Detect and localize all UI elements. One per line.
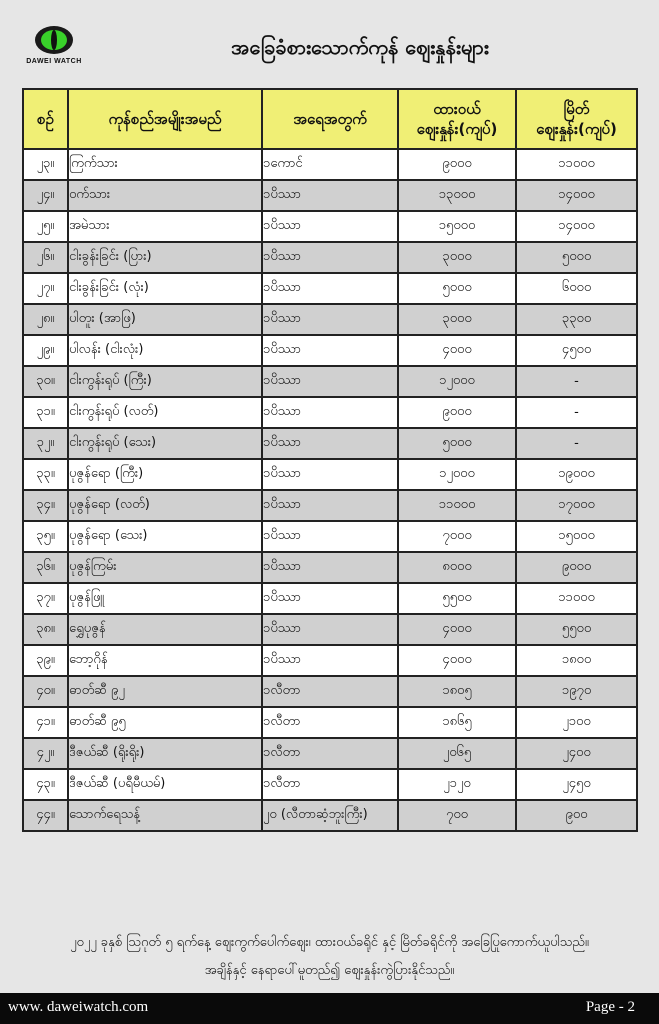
table-row: [23, 335, 637, 366]
row-item-name: ကြက်သား: [68, 149, 262, 180]
row-item-name: ငါးကွန်းရုပ် (ကြီး): [68, 366, 262, 397]
row-quantity: ၁ပိဿာ: [262, 335, 398, 366]
row-quantity: ၂၀ (လီတာဆံ့ဘူးကြီး): [262, 800, 398, 831]
row-item-name: ပုဇွန်ရော (သေး): [68, 521, 262, 552]
table-row: [23, 707, 637, 738]
row-serial-no: ၄၄။: [23, 800, 68, 831]
row-dawei-price: ၄၀၀၀: [398, 335, 516, 366]
row-quantity: ၁လီတာ: [262, 738, 398, 769]
row-serial-no: ၄၀။: [23, 676, 68, 707]
row-serial-no: ၂၉။: [23, 335, 68, 366]
table-row: [23, 676, 637, 707]
row-item-name: ပါတူး (အာဖြ): [68, 304, 262, 335]
row-quantity: ၁ကောင်: [262, 149, 398, 180]
row-item-name: ငါးကွန်းရုပ် (သေး): [68, 428, 262, 459]
row-myeik-price: ၆၀၀၀: [516, 273, 637, 304]
row-dawei-price: ၃၀၀၀: [398, 242, 516, 273]
table-row: [23, 304, 637, 335]
row-dawei-price: ၅၀၀၀: [398, 273, 516, 304]
row-item-name: ငါးခွန်းခြင်း (ပြား): [68, 242, 262, 273]
note-date-source: ၂၀၂၂ ခုနှစ် ဩဂုတ် ၅ ရက်နေ့ ဈေးကွက်ပေါက်ဈေး၊ ထားဝယ်ခရိုင် နှင့် မြိတ်ခရိုင်ကို အခြေပြုကောက်ယူပါသည်။: [70, 935, 589, 950]
row-item-name: ရွှေပုဇွန်: [68, 614, 262, 645]
row-myeik-price: ၃၃၀၀: [516, 304, 637, 335]
table-row: [23, 366, 637, 397]
row-quantity: ၁ပိဿာ: [262, 459, 398, 490]
row-serial-no: ၂၄။: [23, 180, 68, 211]
row-dawei-price: ၄၀၀၀: [398, 645, 516, 676]
table-row: [23, 490, 637, 521]
row-serial-no: ၃၆။: [23, 552, 68, 583]
row-serial-no: ၃၈။: [23, 614, 68, 645]
row-serial-no: ၂၃။: [23, 149, 68, 180]
header-dawei-price: [398, 89, 516, 149]
row-dawei-price: ၉၀၀၀: [398, 397, 516, 428]
row-myeik-price: ၁၅၀၀၀: [516, 521, 637, 552]
table-row: [23, 521, 637, 552]
table-row: [23, 149, 637, 180]
row-dawei-price: ၅၀၀၀: [398, 428, 516, 459]
row-item-name: ပုဇွန်ရော (လတ်): [68, 490, 262, 521]
row-item-name: ပုဇွန်ဖြူ: [68, 583, 262, 614]
row-quantity: ၁ပိဿာ: [262, 614, 398, 645]
page-number: Page - 2: [585, 999, 635, 1015]
row-quantity: ၁ပိဿာ: [262, 552, 398, 583]
row-myeik-price: ၅၀၀၀: [516, 242, 637, 273]
row-quantity: ၁လီတာ: [262, 676, 398, 707]
header-serial-no: စဉ်: [23, 89, 68, 149]
table-row: [23, 738, 637, 769]
website-link[interactable]: www. daweiwatch.com: [8, 999, 149, 1015]
price-table: [22, 88, 638, 832]
header-quantity: အရေအတွက်: [262, 89, 398, 149]
row-dawei-price: ၁၁၀၀၀: [398, 490, 516, 521]
row-serial-no: ၃၅။: [23, 521, 68, 552]
row-item-name: ပါလန်း (ငါးလုံး): [68, 335, 262, 366]
row-serial-no: ၂၈။: [23, 304, 68, 335]
row-myeik-price: ၉၀၀၀: [516, 552, 637, 583]
row-quantity: ၁ပိဿာ: [262, 180, 398, 211]
header-dawei-unit: ဈေးနှုန်း(ကျပ်): [416, 120, 498, 138]
row-item-name: ဒီဇယ်ဆီ (ပရီမီယမ်): [68, 769, 262, 800]
table-row: [23, 552, 637, 583]
note-disclaimer: အချိန်နှင့် နေရာပေါ်မူတည်၍ ဈေးနှုန်းကွဲပြားနိုင်သည်။: [204, 963, 455, 978]
row-quantity: ၁လီတာ: [262, 769, 398, 800]
row-quantity: ၁ပိဿာ: [262, 428, 398, 459]
table-body: [23, 149, 637, 831]
row-serial-no: ၂၇။: [23, 273, 68, 304]
row-myeik-price: ၄၅၀၀: [516, 335, 637, 366]
row-serial-no: ၄၂။: [23, 738, 68, 769]
table-row: [23, 800, 637, 831]
row-item-name: ငါးခွန်းခြင်း (လုံး): [68, 273, 262, 304]
table-row: [23, 428, 637, 459]
header-myeik-label: မြိတ်: [563, 100, 590, 118]
page-title: အခြေခံစားသောက်ကုန် ဈေးနှုန်းများ: [231, 35, 489, 59]
table-row: [23, 211, 637, 242]
table-row: [23, 397, 637, 428]
row-dawei-price: ၁၈၆၅: [398, 707, 516, 738]
row-myeik-price: ၁၄၀၀၀: [516, 211, 637, 242]
row-myeik-price: ၁၈၀၀: [516, 645, 637, 676]
table-row: [23, 769, 637, 800]
row-quantity: ၁ပိဿာ: [262, 397, 398, 428]
row-quantity: ၁လီတာ: [262, 707, 398, 738]
row-item-name: ဒီဇယ်ဆီ (ရိုးရိုး): [68, 738, 262, 769]
row-dawei-price: ၁၂၀၀၀: [398, 366, 516, 397]
row-dawei-price: ၈၀၀၀: [398, 552, 516, 583]
row-myeik-price: ၂၄၅၀: [516, 769, 637, 800]
table-row: [23, 273, 637, 304]
row-item-name: ဓာတ်ဆီ ၉၅: [68, 707, 262, 738]
row-quantity: ၁ပိဿာ: [262, 211, 398, 242]
row-myeik-price: ၁၁၀၀၀: [516, 583, 637, 614]
table-row: [23, 645, 637, 676]
table-row: [23, 180, 637, 211]
row-item-name: ပုဇွန်ကြမ်း: [68, 552, 262, 583]
logo-text: DAWEI WATCH: [26, 58, 82, 65]
row-item-name: ဓာတ်ဆီ ၉၂: [68, 676, 262, 707]
row-dawei-price: ၂၀၆၅: [398, 738, 516, 769]
row-dawei-price: ၉၀၀၀: [398, 149, 516, 180]
row-item-name: ငါးကွန်းရုပ် (လတ်): [68, 397, 262, 428]
row-myeik-price: ၉၀၀: [516, 800, 637, 831]
table-row: [23, 242, 637, 273]
row-serial-no: ၂၆။: [23, 242, 68, 273]
row-serial-no: ၃၁။: [23, 397, 68, 428]
row-serial-no: ၃၄။: [23, 490, 68, 521]
row-myeik-price: -: [516, 428, 637, 459]
row-serial-no: ၃၀။: [23, 366, 68, 397]
row-myeik-price: ၁၄၀၀၀: [516, 180, 637, 211]
table-header-row: [23, 89, 637, 149]
row-item-name: ဘော့ဂိုန်: [68, 645, 262, 676]
row-item-name: ပုဇွန်ရော (ကြီး): [68, 459, 262, 490]
footer-bar: [0, 993, 659, 1024]
row-myeik-price: -: [516, 397, 637, 428]
row-quantity: ၁ပိဿာ: [262, 490, 398, 521]
row-dawei-price: ၇၀၀၀: [398, 521, 516, 552]
row-quantity: ၁ပိဿာ: [262, 366, 398, 397]
row-myeik-price: ၂၁၀၀: [516, 707, 637, 738]
row-dawei-price: ၃၀၀၀: [398, 304, 516, 335]
table-row: [23, 583, 637, 614]
row-serial-no: ၂၅။: [23, 211, 68, 242]
header-item-name: ကုန်စည်အမျိုးအမည်: [68, 89, 262, 149]
table-row: [23, 614, 637, 645]
row-dawei-price: ၂၁၂၀: [398, 769, 516, 800]
row-dawei-price: ၇၀၀: [398, 800, 516, 831]
header-myeik-unit: ဈေးနှုန်း(ကျပ်): [536, 120, 617, 138]
eye-logo-icon: [35, 26, 73, 54]
row-myeik-price: ၁၁၀၀၀: [516, 149, 637, 180]
row-item-name: အမဲသား: [68, 211, 262, 242]
row-dawei-price: ၄၀၀၀: [398, 614, 516, 645]
row-serial-no: ၃၃။: [23, 459, 68, 490]
row-quantity: ၁ပိဿာ: [262, 304, 398, 335]
row-serial-no: ၃၇။: [23, 583, 68, 614]
row-myeik-price: ၁၉၇၀: [516, 676, 637, 707]
row-myeik-price: ၁၉၀၀၀: [516, 459, 637, 490]
row-serial-no: ၃၉။: [23, 645, 68, 676]
row-quantity: ၁ပိဿာ: [262, 645, 398, 676]
row-item-name: ဝက်သား: [68, 180, 262, 211]
row-myeik-price: ၂၄၀၀: [516, 738, 637, 769]
dawei-watch-logo: [24, 26, 84, 65]
row-dawei-price: ၁၈၀၅: [398, 676, 516, 707]
row-dawei-price: ၁၅၀၀၀: [398, 211, 516, 242]
row-serial-no: ၃၂။: [23, 428, 68, 459]
row-dawei-price: ၅၅၀၀: [398, 583, 516, 614]
row-quantity: ၁ပိဿာ: [262, 521, 398, 552]
header-myeik-price: [516, 89, 637, 149]
row-myeik-price: -: [516, 366, 637, 397]
row-serial-no: ၄၃။: [23, 769, 68, 800]
row-myeik-price: ၁၇၀၀၀: [516, 490, 637, 521]
table-row: [23, 459, 637, 490]
row-dawei-price: ၁၂၀၀၀: [398, 459, 516, 490]
row-dawei-price: ၁၃၀၀၀: [398, 180, 516, 211]
row-myeik-price: ၅၅၀၀: [516, 614, 637, 645]
row-serial-no: ၄၁။: [23, 707, 68, 738]
row-quantity: ၁ပိဿာ: [262, 583, 398, 614]
row-quantity: ၁ပိဿာ: [262, 273, 398, 304]
row-item-name: သောက်ရေသန့်: [68, 800, 262, 831]
header-dawei-label: ထားဝယ်: [433, 100, 481, 118]
row-quantity: ၁ပိဿာ: [262, 242, 398, 273]
